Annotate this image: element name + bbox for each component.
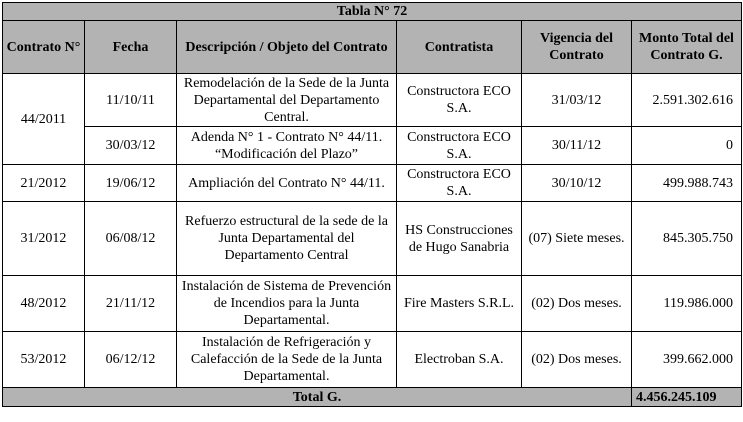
header-monto: Monto Total del Contrato G.: [632, 21, 742, 74]
cell-contratista: Electroban S.A.: [397, 332, 522, 388]
header-contratista: Contratista: [397, 21, 522, 74]
cell-contrato: 48/2012: [3, 276, 85, 332]
cell-descripcion: Instalación de Refrigeración y Calefacción de la Sede de la Junta Departamental.: [177, 332, 397, 388]
cell-vigencia: 30/10/12: [522, 165, 632, 202]
cell-contrato: 44/2011: [3, 74, 85, 165]
table-row: [3, 127, 742, 165]
contracts-table-wrapper: [2, 2, 741, 420]
table-row: [3, 276, 742, 332]
cell-descripcion: Refuerzo estructural de la sede de la Junta Departamental del Departamento Central: [177, 202, 397, 276]
total-row: [3, 388, 742, 407]
cell-descripcion: Remodelación de la Sede de la Junta Departamental del Departamento Central.: [177, 74, 397, 127]
cell-contrato: 53/2012: [3, 332, 85, 388]
cell-vigencia: (07) Siete meses.: [522, 202, 632, 276]
table-title: Tabla N° 72: [3, 3, 742, 21]
header-vigencia: Vigencia del Contrato: [522, 21, 632, 74]
header-fecha: Fecha: [85, 21, 177, 74]
cell-monto: 399.662.000: [632, 332, 742, 388]
cell-vigencia: (02) Dos meses.: [522, 276, 632, 332]
cell-contrato: 31/2012: [3, 202, 85, 276]
table-row: [3, 165, 742, 202]
cell-vigencia: 31/03/12: [522, 74, 632, 127]
cell-descripcion: Ampliación del Contrato N° 44/11.: [177, 165, 397, 202]
table-row: [3, 202, 742, 276]
cell-monto: 2.591.302.616: [632, 74, 742, 127]
cell-contrato: 21/2012: [3, 165, 85, 202]
cell-contratista: HS Construcciones de Hugo Sanabria: [397, 202, 522, 276]
cell-descripcion: Instalación de Sistema de Prevención de Incendios para la Junta Departamental.: [177, 276, 397, 332]
cell-contratista: Fire Masters S.R.L.: [397, 276, 522, 332]
contracts-table: [2, 2, 742, 407]
cell-fecha: 06/12/12: [85, 332, 177, 388]
header-contrato: Contrato N°: [3, 21, 85, 74]
table-row: [3, 74, 742, 127]
total-value: 4.456.245.109: [632, 388, 742, 407]
cell-vigencia: 30/11/12: [522, 127, 632, 165]
table-row: [3, 332, 742, 388]
cell-fecha: 21/11/12: [85, 276, 177, 332]
total-label: Total G.: [3, 388, 632, 407]
cell-fecha: 19/06/12: [85, 165, 177, 202]
cell-monto: 499.988.743: [632, 165, 742, 202]
cell-fecha: 30/03/12: [85, 127, 177, 165]
cell-contratista: Constructora ECO S.A.: [397, 127, 522, 165]
cell-monto: 119.986.000: [632, 276, 742, 332]
cell-monto: 0: [632, 127, 742, 165]
cell-vigencia: (02) Dos meses.: [522, 332, 632, 388]
header-descripcion: Descripción / Objeto del Contrato: [177, 21, 397, 74]
cell-monto: 845.305.750: [632, 202, 742, 276]
cell-fecha: 11/10/11: [85, 74, 177, 127]
cell-fecha: 06/08/12: [85, 202, 177, 276]
cell-descripcion: Adenda N° 1 - Contrato N° 44/11. “Modificación del Plazo”: [177, 127, 397, 165]
cell-contratista: Constructora ECO S.A.: [397, 165, 522, 202]
cell-contratista: Constructora ECO S.A.: [397, 74, 522, 127]
